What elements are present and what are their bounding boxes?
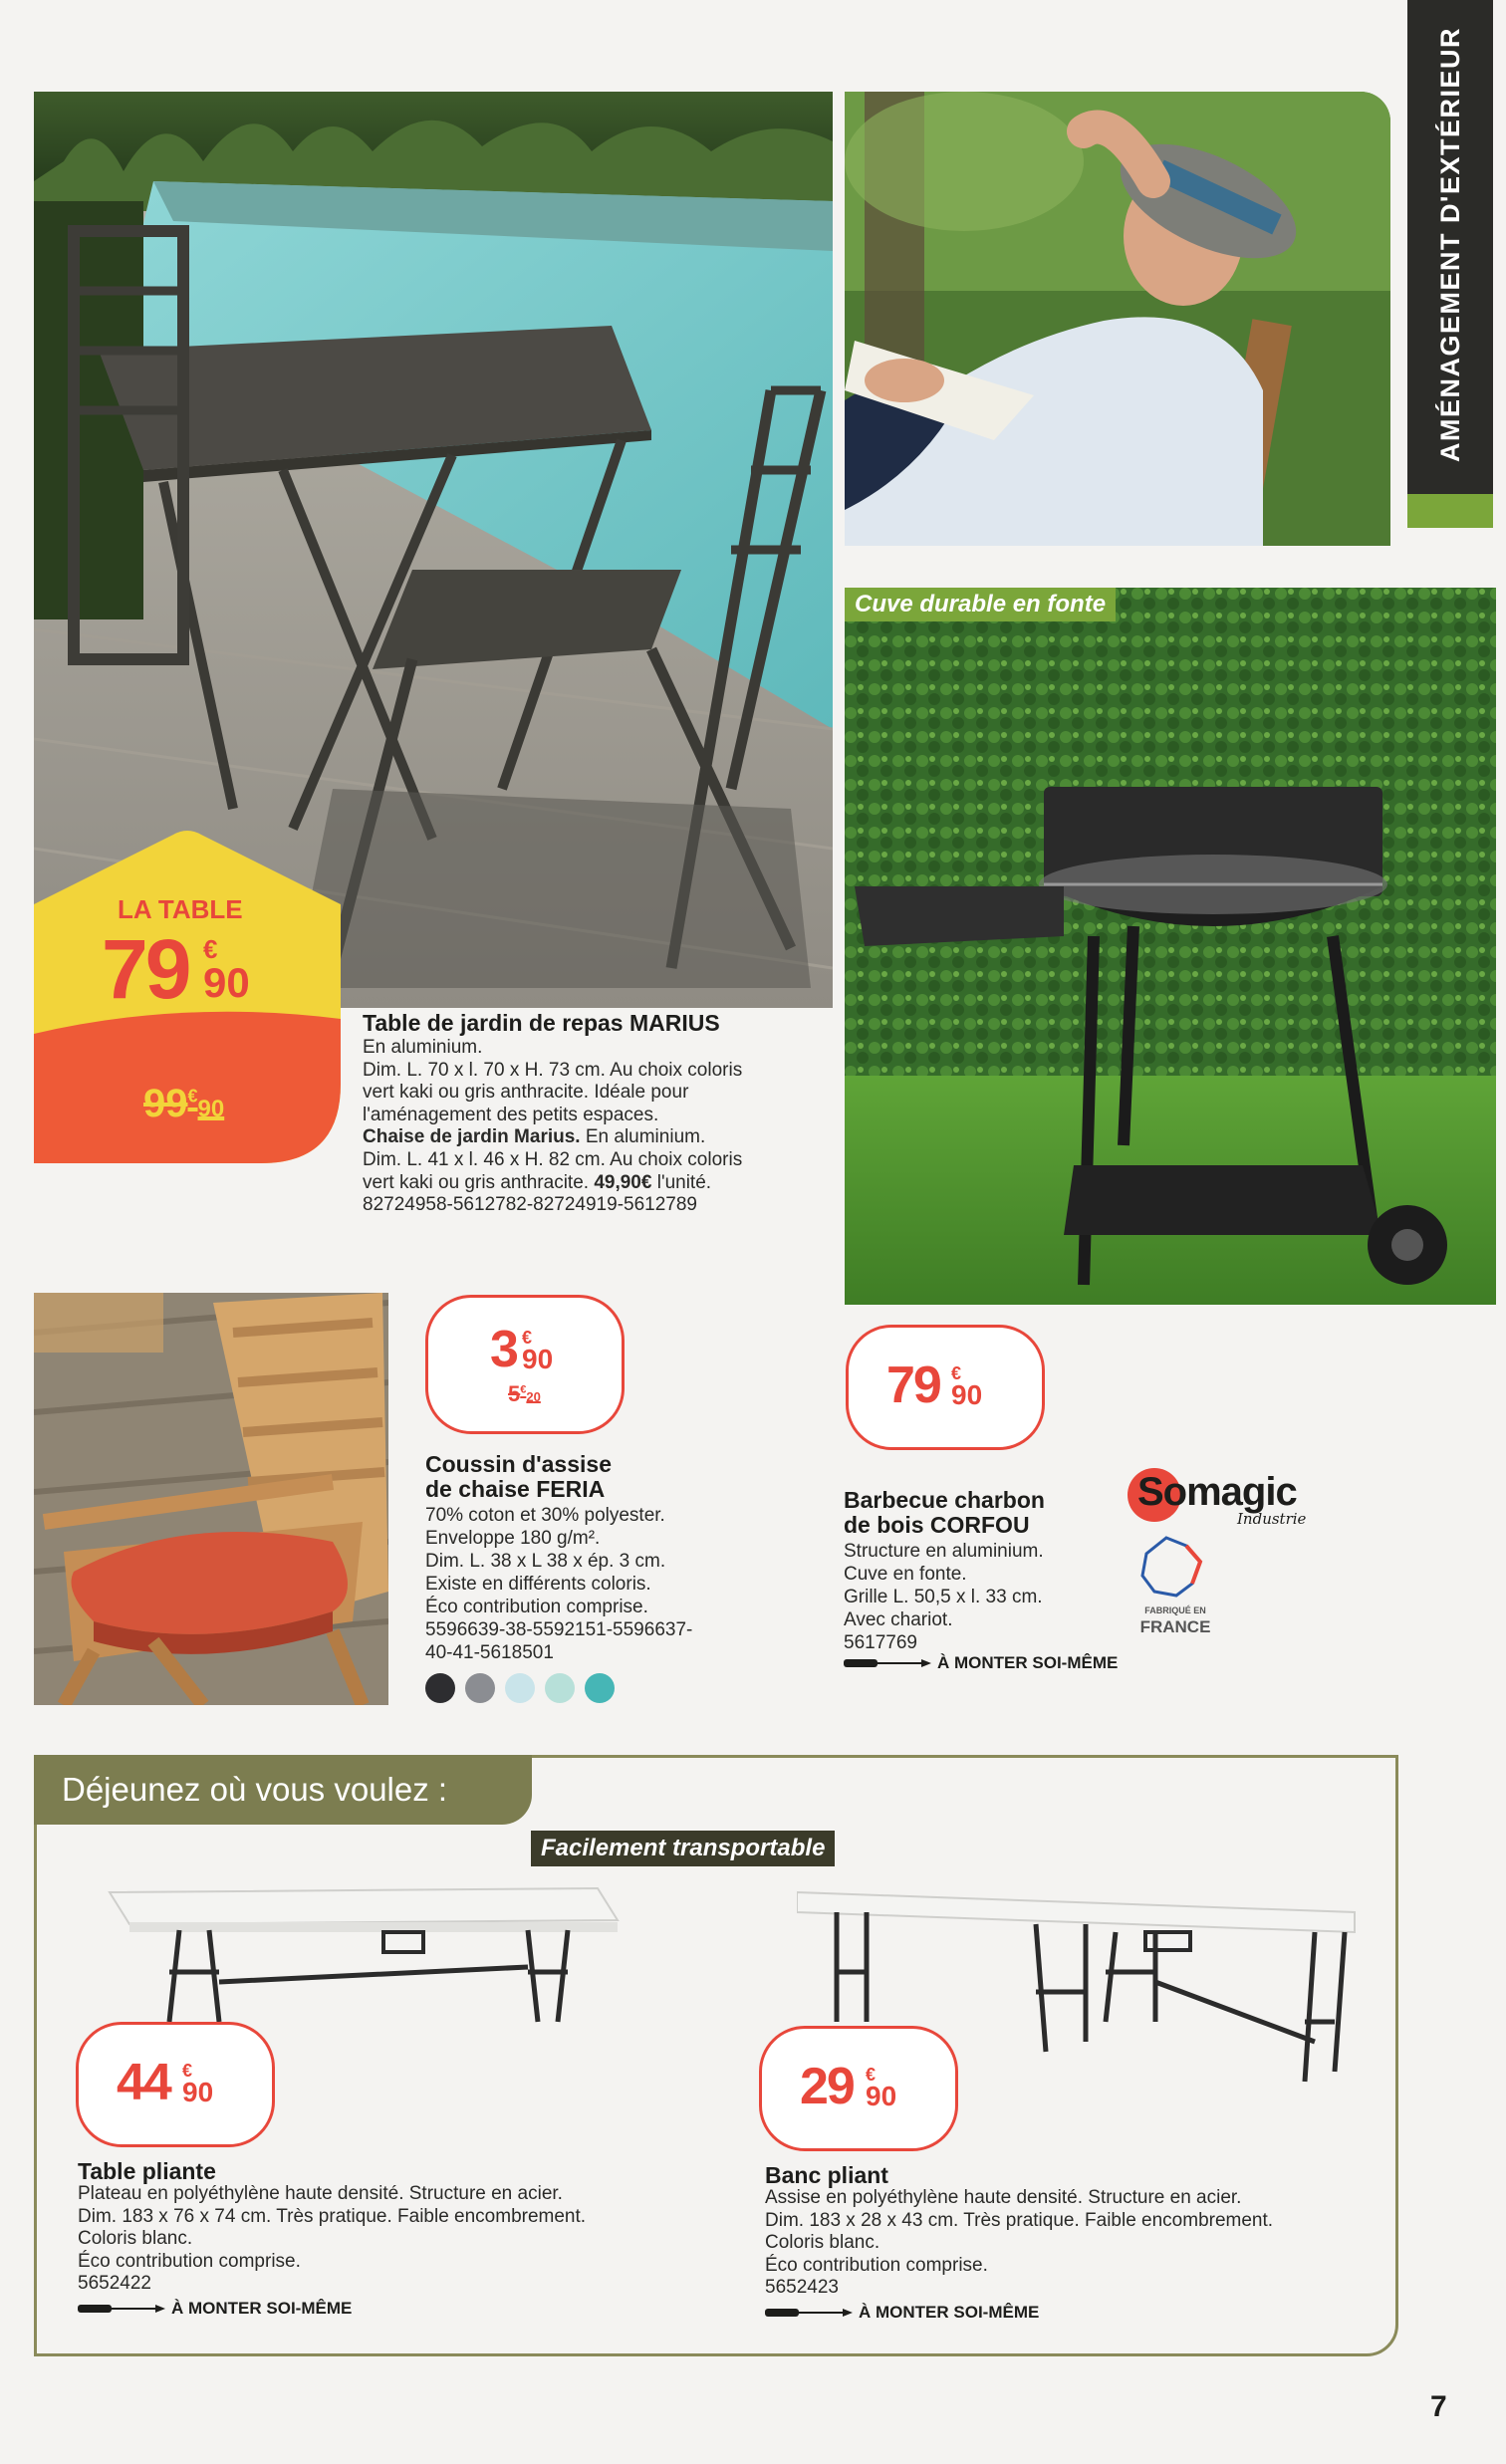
feria-desc-line: Dim. L. 38 x L 38 x ép. 3 cm. bbox=[425, 1551, 666, 1572]
feria-swatch-3[interactable] bbox=[505, 1673, 535, 1703]
table-pliante-price-dec: 90 bbox=[182, 2077, 214, 2107]
feria-title-line1: Coussin d'assise bbox=[425, 1451, 612, 1477]
bbq-price-bubble bbox=[846, 1325, 1045, 1450]
feria-desc-line: Éco contribution comprise. bbox=[425, 1597, 648, 1617]
folding-table-image bbox=[100, 1872, 637, 2032]
bbq-title-line1: Barbecue charbon bbox=[844, 1487, 1045, 1513]
made-in-small: FABRIQUÉ EN bbox=[1144, 1605, 1206, 1615]
marius-desc-line: l'aménagement des petits espaces. bbox=[363, 1104, 659, 1125]
table-pliante-desc-line: Éco contribution comprise. bbox=[78, 2250, 301, 2272]
marius-chair-title: Chaise de jardin Marius. bbox=[363, 1126, 581, 1148]
marius-desc-line: En aluminium. bbox=[363, 1037, 483, 1058]
feria-desc-line: 40-41-5618501 bbox=[425, 1642, 554, 1663]
lunch-section-header bbox=[34, 1755, 532, 1825]
bbq-price-currency: € bbox=[951, 1363, 962, 1383]
bbq-desc-line: Structure en aluminium. bbox=[844, 1541, 1044, 1562]
table-pliante-desc-line: Plateau en polyéthylène haute densité. Structure en acier. bbox=[78, 2183, 563, 2204]
bbq-price-int: 79 bbox=[886, 1356, 940, 1414]
somagic-logo bbox=[1128, 1464, 1347, 1544]
feria-old-price-int: 5 bbox=[508, 1381, 521, 1406]
bbq-mount-note bbox=[844, 1653, 1118, 1673]
feria-photo bbox=[34, 1293, 388, 1705]
table-pliante-price-bubble bbox=[76, 2022, 275, 2147]
bbq-description bbox=[844, 1540, 1044, 1654]
marius-desc-line: Dim. L. 70 x l. 70 x H. 73 cm. Au choix coloris bbox=[363, 1059, 743, 1081]
table-pliante-title: Table pliante bbox=[78, 2158, 216, 2184]
marius-description bbox=[363, 1037, 742, 1217]
table-pliante-description bbox=[78, 2183, 586, 2296]
marius-chair-line2: Dim. L. 41 x l. 46 x H. 82 cm. Au choix coloris bbox=[363, 1148, 743, 1170]
bbq-desc-line: 5617769 bbox=[844, 1632, 917, 1653]
banc-pliant-desc-line: 5652423 bbox=[765, 2277, 839, 2298]
side-banner-stripe bbox=[1407, 494, 1493, 528]
page-number: 7 bbox=[1430, 2390, 1447, 2423]
lunch-section-title: Déjeunez où vous voulez : bbox=[62, 1771, 448, 1808]
bbq-desc-line: Cuve en fonte. bbox=[844, 1564, 967, 1585]
banc-pliant-mount-label: À MONTER SOI-MÊME bbox=[859, 2303, 1040, 2322]
table-pliante-price-currency: € bbox=[182, 2061, 193, 2081]
marius-chair-line3a: vert kaki ou gris anthracite. bbox=[363, 1171, 595, 1193]
banc-pliant-price-bubble bbox=[759, 2026, 958, 2151]
marius-chair-line bbox=[363, 1126, 742, 1149]
marius-refs: 82724958-5612782-82724919-5612789 bbox=[363, 1194, 697, 1216]
feria-description bbox=[425, 1504, 692, 1664]
feria-cushion-chair-image bbox=[34, 1293, 388, 1705]
marius-chair-line3 bbox=[363, 1172, 742, 1195]
banc-pliant-price-dec: 90 bbox=[866, 2081, 897, 2111]
marius-price-label: LA TABLE bbox=[118, 894, 243, 924]
table-pliante-desc-line: Coloris blanc. bbox=[78, 2228, 193, 2249]
man-relaxing-image bbox=[845, 92, 1390, 546]
feria-swatch-5[interactable] bbox=[585, 1673, 615, 1703]
feria-title-line2: de chaise FERIA bbox=[425, 1476, 606, 1502]
banc-pliant-desc-line: Assise en polyéthylène haute densité. Structure en acier. bbox=[765, 2187, 1242, 2208]
banc-pliant-desc-line: Dim. 183 x 28 x 43 cm. Très pratique. Faible encombrement. bbox=[765, 2209, 1274, 2231]
somagic-brand: Somagic bbox=[1137, 1470, 1297, 1514]
transportable-tag: Facilement transportable bbox=[531, 1831, 835, 1866]
banc-pliant-price-currency: € bbox=[866, 2065, 877, 2085]
marius-old-price bbox=[143, 1082, 224, 1126]
banc-pliant-desc-line: Coloris blanc. bbox=[765, 2232, 880, 2253]
france-map-icon bbox=[1136, 1534, 1206, 1600]
table-pliante-mount-label: À MONTER SOI-MÊME bbox=[171, 2299, 353, 2318]
bbq-image bbox=[845, 588, 1496, 1305]
marius-chair-line1: En aluminium. bbox=[580, 1126, 706, 1148]
feria-swatch-2[interactable] bbox=[465, 1673, 495, 1703]
bbq-photo bbox=[845, 588, 1496, 1305]
feria-desc-line: 70% coton et 30% polyester. bbox=[425, 1505, 665, 1526]
feria-old-price-dec: 20 bbox=[526, 1389, 541, 1404]
screwdriver-icon bbox=[844, 1656, 931, 1670]
bbq-desc-line: Avec chariot. bbox=[844, 1609, 953, 1630]
feria-old-price-cur: € bbox=[520, 1383, 527, 1396]
side-banner-label: AMÉNAGEMENT D'EXTÉRIEUR bbox=[1434, 26, 1465, 462]
marius-desc-line: vert kaki ou gris anthracite. Idéale pour bbox=[363, 1082, 689, 1104]
table-pliante-desc-line: Dim. 183 x 76 x 74 cm. Très pratique. Faible encombrement. bbox=[78, 2205, 587, 2227]
banc-pliant-description bbox=[765, 2187, 1273, 2300]
banc-pliant-desc-line: Éco contribution comprise. bbox=[765, 2254, 988, 2276]
made-in-big: FRANCE bbox=[1139, 1617, 1211, 1636]
bbq-title bbox=[844, 1488, 1045, 1538]
relax-photo bbox=[845, 92, 1390, 546]
marius-title: Table de jardin de repas MARIUS bbox=[363, 1010, 720, 1036]
banc-pliant-mount-note bbox=[765, 2303, 1039, 2323]
marius-old-price-dec: 90 bbox=[197, 1096, 225, 1122]
table-pliante-mount-note bbox=[78, 2299, 352, 2319]
screwdriver-icon bbox=[765, 2306, 853, 2320]
made-in-france-badge bbox=[1130, 1534, 1220, 1643]
marius-old-price-cur: € bbox=[187, 1086, 198, 1107]
feria-title bbox=[425, 1452, 612, 1502]
feria-desc-line: 5596639-38-5592151-5596637- bbox=[425, 1619, 693, 1640]
feria-desc-line: Enveloppe 180 g/m². bbox=[425, 1528, 601, 1549]
marius-price-currency: € bbox=[203, 934, 218, 964]
marius-chair-line3b: l'unité. bbox=[651, 1171, 712, 1193]
screwdriver-icon bbox=[78, 2302, 165, 2316]
bbq-desc-line: Grille L. 50,5 x l. 33 cm. bbox=[844, 1587, 1043, 1607]
marius-price-badge bbox=[34, 825, 341, 1163]
banc-pliant-title: Banc pliant bbox=[765, 2162, 888, 2188]
marius-price-dec: 90 bbox=[203, 959, 250, 1006]
feria-swatch-4[interactable] bbox=[545, 1673, 575, 1703]
bbq-mount-label: À MONTER SOI-MÊME bbox=[937, 1653, 1119, 1672]
feria-price-currency: € bbox=[522, 1328, 533, 1348]
banc-pliant-price-int: 29 bbox=[800, 2058, 854, 2115]
marius-price-int: 79 bbox=[102, 922, 189, 1016]
bbq-feature-tag: Cuve durable en fonte bbox=[845, 588, 1116, 621]
somagic-brand-sub: Industrie bbox=[1237, 1510, 1307, 1528]
table-pliante-price-int: 44 bbox=[117, 2054, 170, 2111]
section-side-banner bbox=[1407, 0, 1493, 528]
feria-price-dec: 90 bbox=[522, 1344, 554, 1374]
bbq-title-line2: de bois CORFOU bbox=[844, 1512, 1030, 1538]
feria-price-int: 3 bbox=[490, 1321, 519, 1378]
feria-swatch-1[interactable] bbox=[425, 1673, 455, 1703]
marius-chair-price: 49,90€ bbox=[594, 1171, 652, 1193]
table-pliante-desc-line: 5652422 bbox=[78, 2273, 151, 2294]
feria-price-bubble bbox=[425, 1295, 625, 1434]
marius-old-price-int: 99 bbox=[143, 1082, 188, 1125]
bbq-price-dec: 90 bbox=[951, 1379, 983, 1410]
feria-old-price bbox=[508, 1381, 541, 1407]
feria-desc-line: Existe en différents coloris. bbox=[425, 1574, 651, 1595]
